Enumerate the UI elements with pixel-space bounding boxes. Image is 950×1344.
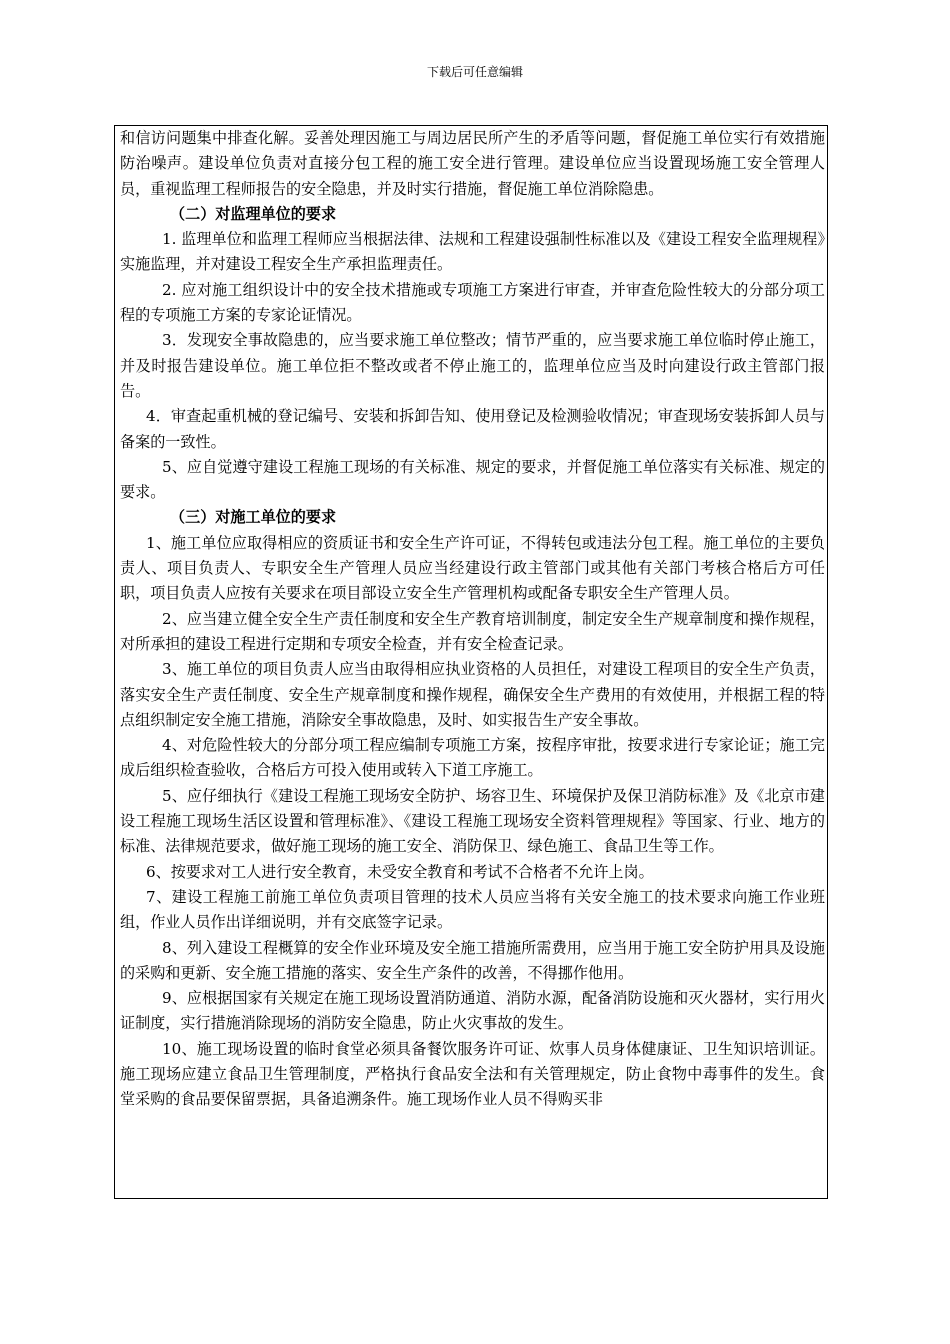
paragraph: 2. 应对施工组织设计中的安全技术措施或专项施工方案进行审查，并审查危险性较大的分部分项工程的专项施工方案的专家论证情况。 <box>120 280 825 325</box>
paragraph: 5、应自觉遵守建设工程施工现场的有关标准、规定的要求，并督促施工单位落实有关标准、规定的要求。 <box>120 457 825 502</box>
page-header: 下载后可任意编辑 <box>426 65 523 79</box>
paragraph: 3、施工单位的项目负责人应当由取得相应执业资格的人员担任，对建设工程项目的安全生产负责，落实安全生产责任制度、安全生产规章制度和操作规程，确保安全生产费用的有效使用，并根据工程的特点组织制定安全施工措施，消除安全事故隐患，及时、如实报告生产安全事故。 <box>120 660 825 729</box>
paragraph: 6、按要求对工人进行安全教育，未受安全教育和考试不合格者不允许上岗。 <box>146 862 654 881</box>
paragraph: 和信访问题集中排查化解。妥善处理因施工与周边居民所产生的矛盾等问题，督促施工单位实行有效措施防治噪声。建设单位负责对直接分包工程的施工安全进行管理。建设单位应当设置现场施工安全管理人员，重视监理工程师报告的安全隐患，并及时实行措施，督促施工单位消除隐患。 <box>120 129 825 198</box>
paragraph: 1、施工单位应取得相应的资质证书和安全生产许可证，不得转包或违法分包工程。施工单位的主要负责人、项目负责人、专职安全生产管理人员应当经建设行政主管部门或其他有关部门考核合格后方可任职，项目负责人应按有关要求在项目部设立安全生产管理机构或配备专职安全生产管理人员。 <box>120 533 825 603</box>
paragraph: 1. 监理单位和监理工程师应当根据法律、法规和工程建设强制性标准以及《建设工程安全监理规程》实施监理，并对建设工程安全生产承担监理责任。 <box>120 230 825 274</box>
section-heading: （二）对监理单位的要求 <box>170 204 337 223</box>
document-table-cell <box>114 125 828 1199</box>
paragraph: 3．发现安全事故隐患的，应当要求施工单位整改；情节严重的，应当要求施工单位临时停止施工，并及时报告建设单位。施工单位拒不整改或者不停止施工的，监理单位应当及时向建设行政主管部门报告。 <box>120 331 825 400</box>
paragraph: 9、应根据国家有关规定在施工现场设置消防通道、消防水源，配备消防设施和灭火器材，实行用火证制度，实行措施消除现场的消防安全隐患，防止火灾事故的发生。 <box>120 989 825 1033</box>
paragraph: 5、应仔细执行《建设工程施工现场安全防护、场容卫生、环境保护及保卫消防标准》及《北京市建设工程施工现场生活区设置和管理标准》、《建设工程施工现场安全资料管理规程》等国家、行业、地方的标准、法律规范要求，做好施工现场的施工安全、消防保卫、绿色施工、食品卫生等工作。 <box>120 786 825 856</box>
paragraph: 8、列入建设工程概算的安全作业环境及安全施工措施所需费用，应当用于施工安全防护用具及设施的采购和更新、安全施工措施的落实、安全生产条件的改善，不得挪作他用。 <box>120 938 825 982</box>
paragraph: 2、应当建立健全安全生产责任制度和安全生产教育培训制度，制定安全生产规章制度和操作规程，对所承担的建设工程进行定期和专项安全检查，并有安全检查记录。 <box>120 609 825 653</box>
paragraph: 10、施工现场设置的临时食堂必须具备餐饮服务许可证、炊事人员身体健康证、卫生知识培训证。施工现场应建立食品卫生管理制度，严格执行食品安全法和有关管理规定，防止食物中毒事件的发生。食堂采购的食品要保留票据，具备追溯条件。施工现场作业人员不得购买非 <box>120 1039 825 1109</box>
section-heading: （三）对施工单位的要求 <box>170 508 337 527</box>
paragraph: 7、建设工程施工前施工单位负责项目管理的技术人员应当将有关安全施工的技术要求向施工作业班组，作业人员作出详细说明，并有交底签字记录。 <box>120 887 825 932</box>
paragraph: 4．审查起重机械的登记编号、安装和拆卸告知、使用登记及检测验收情况；审查现场安装拆卸人员与备案的一致性。 <box>120 407 825 451</box>
paragraph: 4、对危险性较大的分部分项工程应编制专项施工方案，按程序审批，按要求进行专家论证；施工完成后组织检查验收，合格后方可投入使用或转入下道工序施工。 <box>120 736 825 780</box>
document-body <box>120 126 825 1113</box>
